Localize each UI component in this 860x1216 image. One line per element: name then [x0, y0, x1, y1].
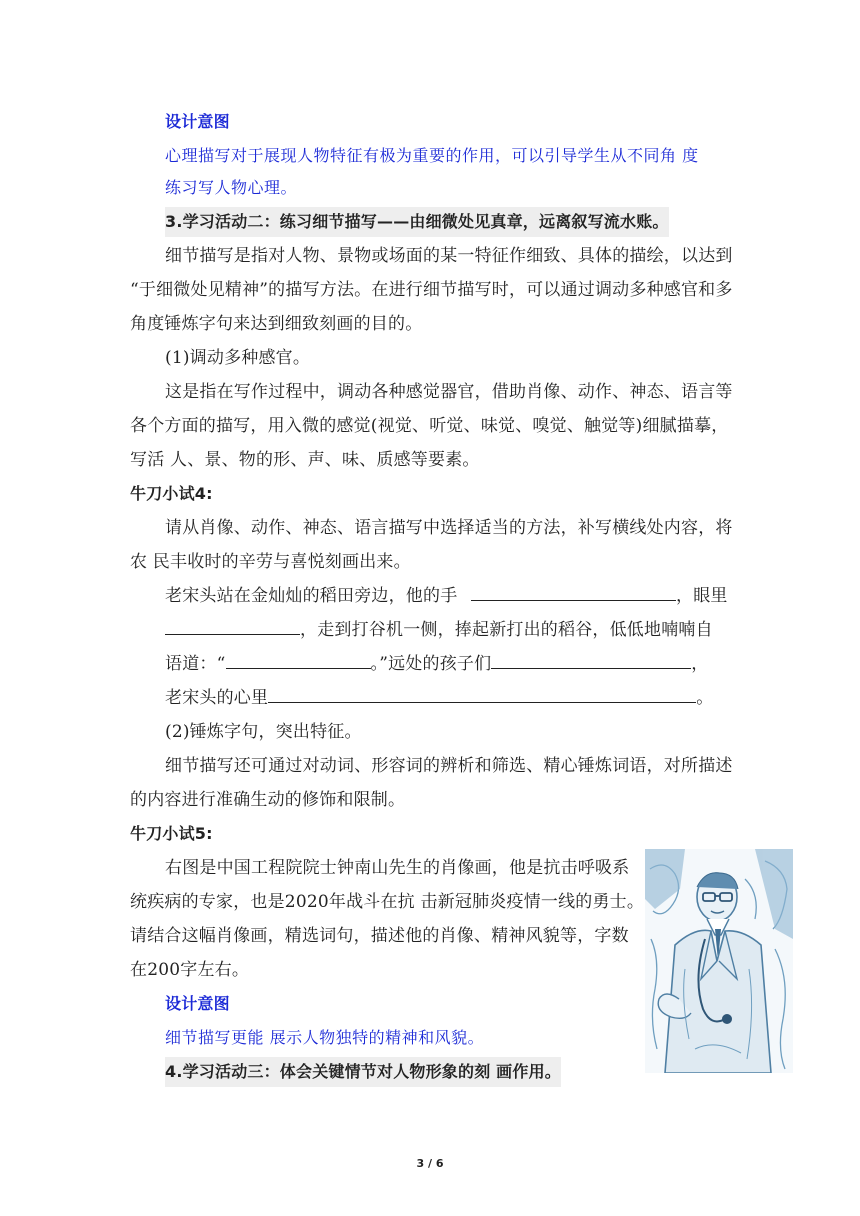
fill-text-h: 。: [696, 688, 714, 708]
fill-text-d: 语道：“: [165, 654, 226, 674]
fill-text-c: ，走到打谷机一侧，捧起新打出的稻谷，低低地喃喃自: [300, 620, 713, 640]
design-intent-body-2: 细节描写更能 展示人物独特的精神和风貌。: [165, 1028, 485, 1047]
fill-blank-1[interactable]: [471, 582, 676, 601]
fill-text-b: ，眼里: [676, 586, 728, 606]
fill-text-a: 老宋头站在金灿灿的稻田旁边，他的手: [165, 586, 458, 606]
fill-blank-2[interactable]: [165, 616, 300, 635]
activity-2-title: 3.学习活动二：练习细节描写——由细微处见真章，远离叙写流水账。: [165, 207, 669, 237]
trial-5-line-2: 统疾病的专家，也是2020年战斗在抗 击新冠肺炎疫情一线的勇士。: [130, 892, 645, 912]
subheading-2: (2)锤炼字句，突出特征。: [165, 722, 362, 742]
trial-5-line-4: 在200字左右。: [130, 960, 250, 980]
paragraph-1-line-1: 细节描写是指对人物、景物或场面的某一特征作细致、具体的描绘，以达到: [165, 246, 733, 266]
fill-line-1: [165, 581, 728, 611]
fill-blank-3[interactable]: [226, 650, 371, 669]
fill-text-g: 老宋头的心里: [165, 688, 269, 708]
trial-4-line-1: 请从肖像、动作、神态、语言描写中选择适当的方法，补写横线处内容，将: [165, 518, 733, 538]
fill-line-3: [165, 649, 709, 679]
design-intent-heading-1: 设计意图: [165, 112, 230, 131]
fill-line-2: [165, 615, 713, 645]
trial-5-line-3: 请结合这幅肖像画，精选词句，描述他的肖像、精神风貌等，字数: [130, 926, 629, 946]
trial-5-title: 牛刀小试5:: [130, 824, 213, 843]
paragraph-2-line-3: 写活 人、景、物的形、声、味、质感等要素。: [130, 450, 480, 470]
paragraph-3-line-1: 细节描写还可通过对动词、形容词的辨析和筛选、精心锤炼词语，对所描述: [165, 756, 733, 776]
paragraph-1-line-3: 角度锤炼字句来达到细致刻画的目的。: [130, 314, 423, 334]
subheading-1: (1)调动多种感官。: [165, 348, 311, 368]
activity-3-title: 4.学习活动三：体会关键情节对人物形象的刻 画作用。: [165, 1057, 561, 1087]
paragraph-2-line-1: 这是指在写作过程中，调动各种感觉器官，借助肖像、动作、神态、语言等: [165, 382, 733, 402]
portrait-sketch-icon: [645, 849, 793, 1073]
fill-text-f: ，: [691, 654, 709, 674]
trial-5-line-1: 右图是中国工程院院士钟南山先生的肖像画，他是抗击呼吸系: [165, 858, 630, 878]
paragraph-1-line-2: “于细微处见精神”的描写方法。在进行细节描写时，可以通过调动多种感官和多: [130, 280, 733, 300]
design-intent-body-line-1: 心理描写对于展现人物特征有极为重要的作用，可以引导学生从不同角 度: [165, 146, 699, 165]
fill-blank-5[interactable]: [268, 684, 696, 703]
design-intent-body-line-2: 练习写人物心理。: [165, 178, 298, 197]
trial-4-title: 牛刀小试4:: [130, 484, 213, 503]
page-number: 3 / 6: [416, 1157, 444, 1170]
paragraph-3-line-2: 的内容进行准确生动的修饰和限制。: [130, 790, 406, 810]
paragraph-2-line-2: 各个方面的描写，用入微的感觉(视觉、听觉、味觉、嗅觉、触觉等)细腻描摹，: [130, 416, 729, 436]
design-intent-heading-2: 设计意图: [165, 994, 230, 1013]
fill-line-4: [165, 683, 713, 713]
fill-blank-4[interactable]: [491, 650, 691, 669]
fill-text-e: 。”远处的孩子们: [370, 654, 492, 674]
trial-4-line-2: 农 民丰收时的辛劳与喜悦刻画出来。: [130, 552, 411, 572]
